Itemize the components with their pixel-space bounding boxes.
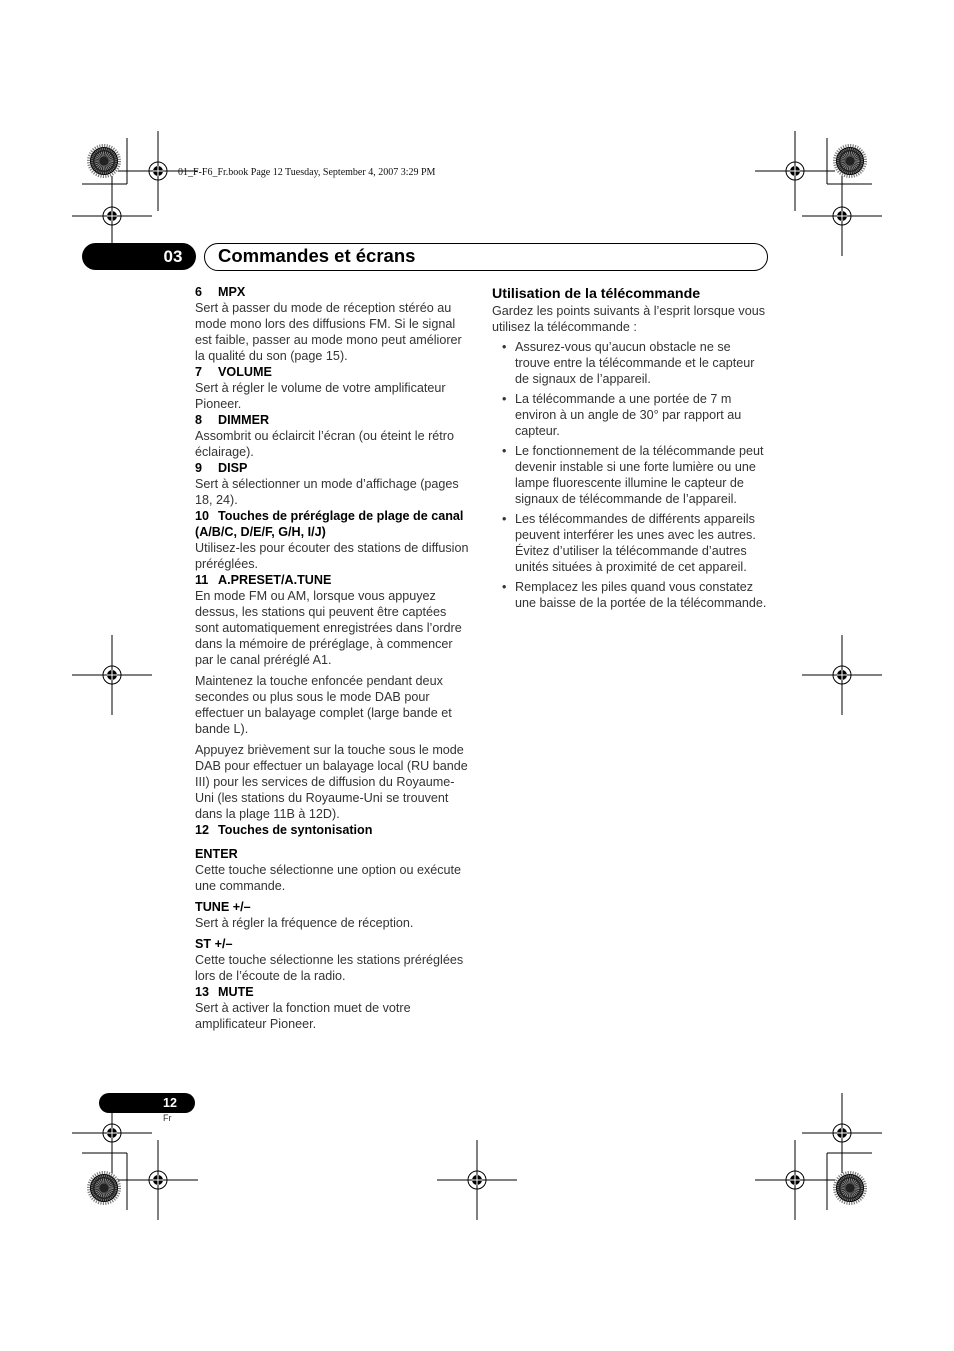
subsection-heading-tune: TUNE +/–: [195, 900, 251, 914]
right-column: [492, 285, 768, 615]
section-mpx: [195, 284, 470, 364]
section-heading: 12 Touches de syntonisation: [195, 823, 373, 837]
section-text: Maintenez la touche enfoncée pendant deux secondes ou plus sous le mode DAB pour effectuer un balayage complet (large bande et bande L).: [195, 674, 452, 736]
section-heading: 10 Touches de préréglage de plage de canal (A/B/C, D/E/F, G/H, I/J): [195, 509, 464, 539]
page-number: 12: [163, 1096, 177, 1110]
section-intro: Gardez les points suivants à l’esprit lorsque vous utilisez la télécommande :: [492, 304, 765, 334]
section-text: Sert à passer du mode de réception stéréo au mode mono lors des diffusions FM. Si le signal est faible, passer au mode mono peut améliorer la qualité du son (page 15).: [195, 301, 462, 363]
section-text: Sert à régler le volume de votre amplificateur Pioneer.: [195, 381, 446, 411]
section-text: Sert à activer la fonction muet de votre amplificateur Pioneer.: [195, 1001, 411, 1031]
left-column: [195, 284, 470, 1032]
section-text: Sert à sélectionner un mode d’affichage (pages 18, 24).: [195, 477, 459, 507]
section-preset-keys: [195, 508, 470, 572]
list-item: • Les télécommandes de différents appareils peuvent interférer les unes avec les autres. Évitez d’utiliser la télécommande d’autres unités situées à proximité de cet appareil.: [492, 511, 768, 575]
section-text: Utilisez-les pour écouter des stations de diffusion préréglées.: [195, 541, 469, 571]
subsection-heading-enter: ENTER: [195, 847, 238, 861]
list-item: • Assurez-vous qu’aucun obstacle ne se trouve entre la télécommande et le capteur de signaux de l’appareil.: [492, 339, 768, 387]
section-text: En mode FM ou AM, lorsque vous appuyez dessus, les stations qui peuvent être captées sont automatiquement enregistrées dans l’ordre dans la mémoire de préréglage, à commencer par le canal préréglé A1.: [195, 589, 462, 667]
print-info: 01_F-F6_Fr.book Page 12 Tuesday, September 4, 2007 3:29 PM: [178, 167, 436, 178]
section-heading: 7 VOLUME: [195, 365, 272, 379]
list-item: • Remplacez les piles quand vous constatez une baisse de la portée de la télécommande.: [492, 579, 768, 611]
chapter-title: Commandes et écrans: [218, 245, 416, 266]
page-language: Fr: [163, 1113, 172, 1123]
section-text: Assombrit ou éclaircit l’écran (ou éteint le rétro éclairage).: [195, 429, 454, 459]
chapter-number-badge: [82, 243, 196, 270]
section-mute: [195, 984, 470, 1032]
subsection-text: Sert à régler la fréquence de réception.: [195, 916, 414, 930]
page-number-badge: [99, 1093, 195, 1113]
bullet-list: [492, 339, 768, 611]
subsection-heading-st: ST +/–: [195, 937, 233, 951]
section-apreset-atune: [195, 572, 470, 822]
section-tuning-keys: [195, 822, 470, 984]
subsection-text: Cette touche sélectionne les stations préréglées lors de l’écoute de la radio.: [195, 953, 464, 983]
section-heading: 11 A.PRESET/A.TUNE: [195, 573, 332, 587]
list-item: • La télécommande a une portée de 7 m environ à un angle de 30° par rapport au capteur.: [492, 391, 768, 439]
section-heading: 8 DIMMER: [195, 413, 270, 427]
section-text: Appuyez brièvement sur la touche sous le mode DAB pour effectuer un balayage local (RU bande III) pour les services de diffusion du Royaume-Uni (les stations du Royaume-Uni se trouvent dans la plage 11B à 12D).: [195, 743, 468, 821]
subsection-text: Cette touche sélectionne une option ou exécute une commande.: [195, 863, 462, 893]
section-heading: 9 DISP: [195, 461, 248, 475]
section-title: Utilisation de la télécommande: [492, 286, 701, 302]
list-item: • Le fonctionnement de la télécommande peut devenir instable si une forte lumière ou une lampe fluorescente illumine le capteur de signaux de télécommande de l’appareil.: [492, 443, 768, 507]
section-heading: 6 MPX: [195, 285, 246, 299]
chapter-number: 03: [163, 247, 183, 266]
section-disp: [195, 460, 470, 508]
section-heading: 13 MUTE: [195, 985, 254, 999]
section-dimmer: [195, 412, 470, 460]
section-volume: [195, 364, 470, 412]
